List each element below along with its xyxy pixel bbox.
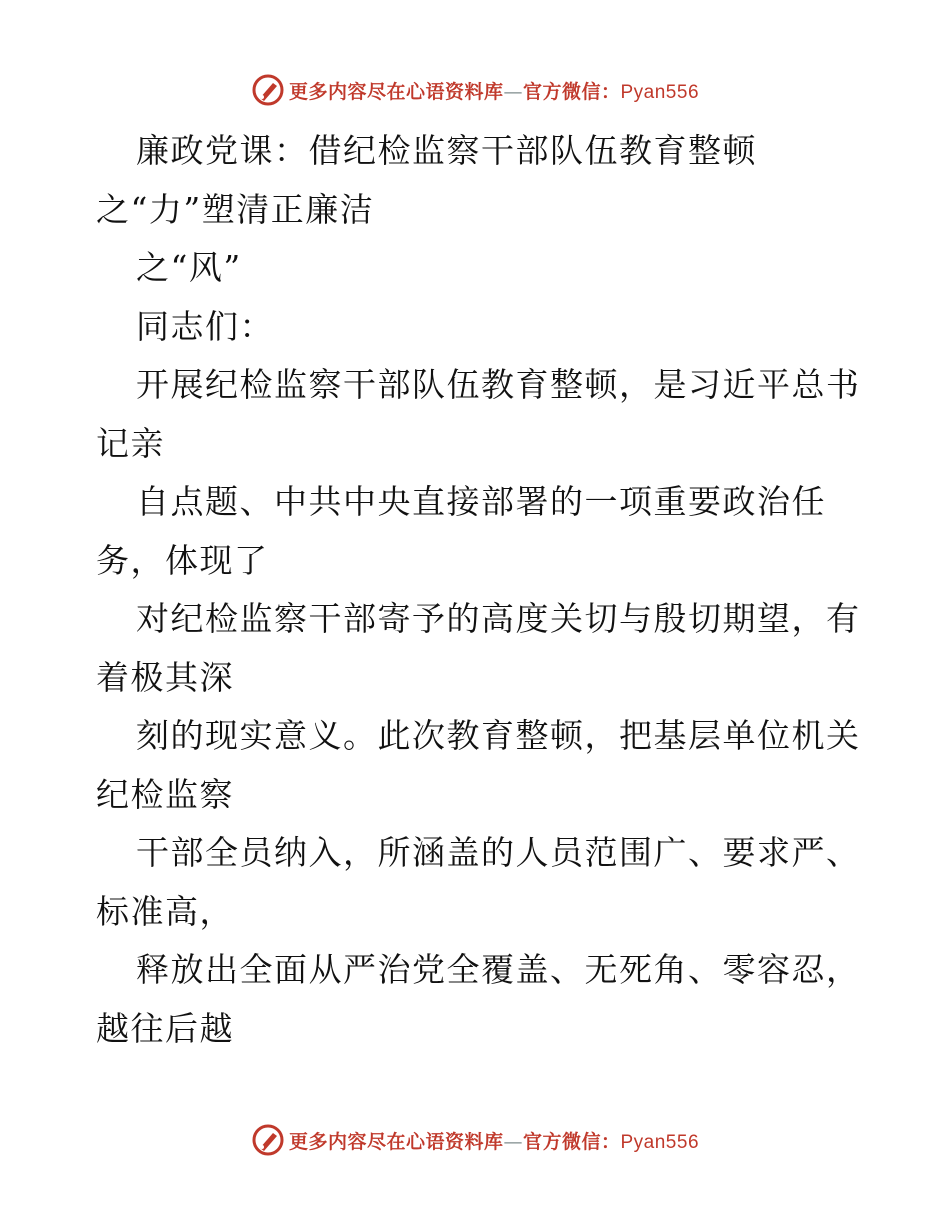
document-line: 纪检监察 [96,774,234,814]
document-line: 务，体现了 [96,540,269,580]
document-line: 自点题、中共中央直接部署的一项重要政治任 [136,482,826,521]
banner-separator: — [503,1130,523,1153]
banner-label: 官方微信： [522,1130,621,1153]
banner-separator: — [503,80,523,103]
banner-label: 官方微信： [522,80,621,103]
banner-main-text: 更多内容尽在心语资料库 [288,1130,504,1153]
document-line: 之“力”塑清正廉洁 [96,189,375,229]
footer-banner [0,1120,950,1160]
document-line: 记亲 [96,423,165,463]
document-body [96,122,876,1058]
pen-logo-icon [251,73,285,107]
document-line: 越往后越 [96,1008,234,1048]
pen-logo-icon [251,1123,285,1157]
document-line: 对纪检监察干部寄予的高度关切与殷切期望，有 [136,599,861,638]
document-line: 同志们： [136,306,274,346]
document-line: 标准高， [96,891,234,931]
document-line: 之“风” [136,248,242,287]
document-line: 刻的现实意义。此次教育整顿，把基层单位机关 [136,716,861,755]
banner-wechat-id: Pyan556 [620,1131,700,1153]
document-line: 廉政党课：借纪检监察干部队伍教育整顿 [136,131,757,170]
document-line: 干部全员纳入，所涵盖的人员范围广、要求严、 [136,833,861,872]
banner-wechat-id: Pyan556 [620,81,700,103]
document-line: 开展纪检监察干部队伍教育整顿，是习近平总书 [136,365,861,404]
document-line: 释放出全面从严治党全覆盖、无死角、零容忍， [136,950,861,989]
document-line: 着极其深 [96,657,234,697]
header-banner [0,70,950,110]
banner-main-text: 更多内容尽在心语资料库 [288,80,504,103]
